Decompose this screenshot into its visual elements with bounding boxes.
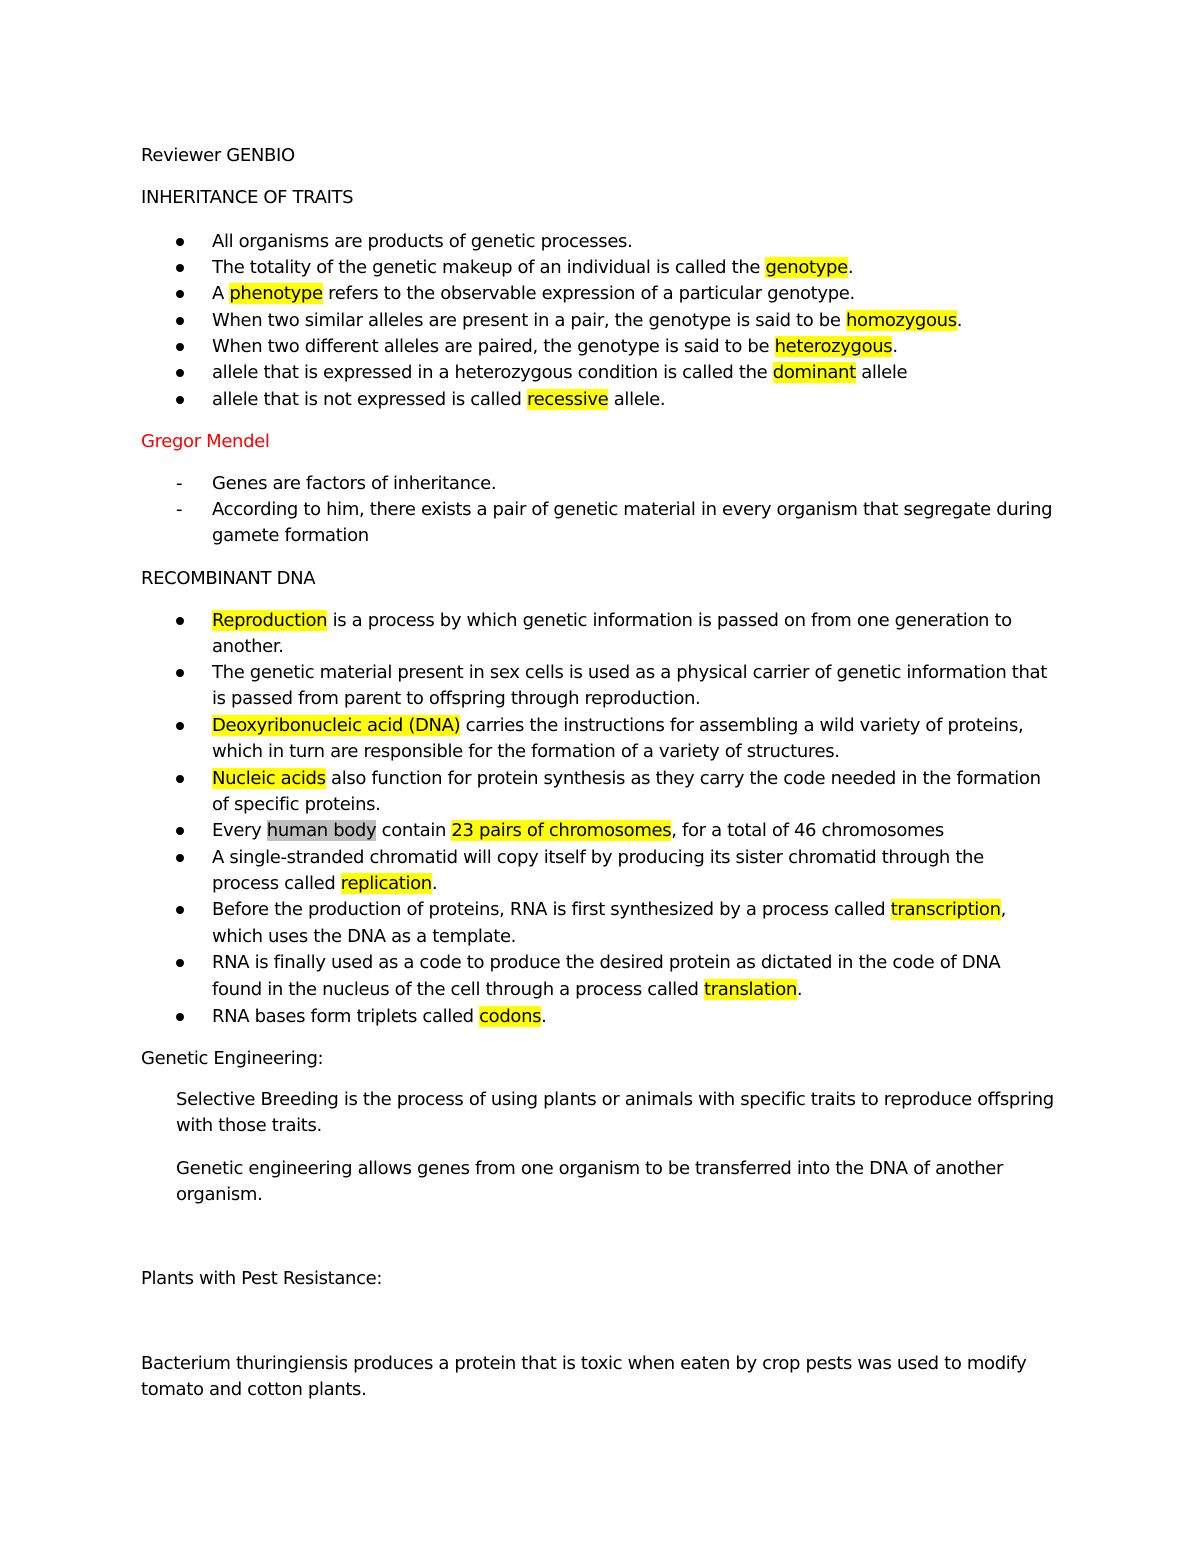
section-heading-pest-resistance: Plants with Pest Resistance: bbox=[141, 1268, 383, 1289]
bullet-icon bbox=[176, 854, 184, 862]
list-item bbox=[212, 608, 1012, 634]
highlighted-term: translation bbox=[703, 979, 797, 1000]
text-run: , bbox=[1000, 899, 1007, 920]
text-run: When two similar alleles are present in a pair, the genotype is said to be bbox=[212, 310, 846, 331]
list-item-continuation: which uses the DNA as a template. bbox=[212, 926, 517, 947]
highlighted-term: phenotype bbox=[229, 283, 323, 304]
text-run: found in the nucleus of the cell through a process called bbox=[212, 979, 704, 1000]
highlighted-term: Nucleic acids bbox=[212, 768, 326, 789]
text-run: carries the instructions for assembling a wild variety of proteins, bbox=[460, 715, 1024, 736]
paragraph: Genetic engineering allows genes from one organism to be transferred into the DNA of another bbox=[176, 1158, 1004, 1179]
paragraph: Selective Breeding is the process of using plants or animals with specific traits to reproduce offspring bbox=[176, 1089, 1054, 1110]
list-item-continuation: of specific proteins. bbox=[212, 794, 381, 815]
bullet-icon bbox=[176, 1013, 184, 1021]
list-item-continuation: gamete formation bbox=[212, 525, 369, 546]
highlighted-term: transcription bbox=[890, 899, 1001, 920]
list-item bbox=[212, 255, 853, 281]
list-item bbox=[212, 360, 907, 386]
bullet-icon bbox=[176, 906, 184, 914]
paragraph-continuation: tomato and cotton plants. bbox=[141, 1379, 367, 1400]
bullet-icon bbox=[176, 669, 184, 677]
section-heading-mendel: Gregor Mendel bbox=[141, 431, 270, 452]
list-item bbox=[212, 281, 855, 307]
text-run: . bbox=[956, 310, 963, 331]
highlighted-term: recessive bbox=[526, 389, 609, 410]
list-item: The genetic material present in sex cells is used as a physical carrier of genetic information that bbox=[212, 662, 1047, 683]
list-item bbox=[212, 387, 665, 413]
section-heading-genetic-engineering: Genetic Engineering: bbox=[141, 1048, 324, 1069]
section-heading-inheritance: INHERITANCE OF TRAITS bbox=[141, 187, 354, 208]
list-item bbox=[212, 897, 1006, 923]
list-item bbox=[212, 308, 962, 334]
text-run: allele that is not expressed is called bbox=[212, 389, 527, 410]
text-run: The totality of the genetic makeup of an individual is called the bbox=[212, 257, 766, 278]
bullet-icon bbox=[176, 959, 184, 967]
text-run: allele that is expressed in a heterozygous condition is called the bbox=[212, 362, 773, 383]
list-item bbox=[212, 766, 1041, 792]
text-run: contain bbox=[376, 820, 452, 841]
bullet-icon bbox=[176, 264, 184, 272]
bullet-icon bbox=[176, 775, 184, 783]
highlighted-term: Deoxyribonucleic acid (DNA) bbox=[212, 715, 461, 736]
text-run: . bbox=[541, 1006, 547, 1027]
list-item-continuation: is passed from parent to offspring through reproduction. bbox=[212, 688, 701, 709]
list-item bbox=[212, 1004, 547, 1030]
text-run: process called bbox=[212, 873, 341, 894]
highlighted-term: 23 pairs of chromosomes bbox=[451, 820, 672, 841]
list-item: RNA is finally used as a code to produce the desired protein as dictated in the code of DNA bbox=[212, 952, 1001, 973]
text-run: , for a total of 46 chromosomes bbox=[671, 820, 944, 841]
section-heading-recombinant: RECOMBINANT DNA bbox=[141, 568, 316, 589]
list-item-continuation bbox=[212, 871, 437, 897]
highlighted-term: homozygous bbox=[845, 310, 957, 331]
bullet-icon bbox=[176, 343, 184, 351]
text-run: also function for protein synthesis as they carry the code needed in the formation bbox=[325, 768, 1041, 789]
text-run: . bbox=[847, 257, 854, 278]
list-item bbox=[212, 818, 944, 844]
bullet-icon bbox=[176, 369, 184, 377]
gray-highlighted-term: human body bbox=[266, 820, 377, 841]
text-run: . bbox=[892, 336, 898, 357]
highlighted-term: genotype bbox=[765, 257, 848, 278]
text-run: allele. bbox=[608, 389, 666, 410]
highlighted-term: codons bbox=[479, 1006, 542, 1027]
text-run: allele bbox=[855, 362, 908, 383]
highlighted-term: dominant bbox=[772, 362, 856, 383]
text-run: Every bbox=[212, 820, 267, 841]
text-run: refers to the observable expression of a particular genotype. bbox=[322, 283, 855, 304]
dash-marker: - bbox=[176, 499, 183, 520]
text-run: is a process by which genetic information is passed on from one generation to bbox=[327, 610, 1012, 631]
paragraph-continuation: with those traits. bbox=[176, 1115, 322, 1136]
bullet-icon bbox=[176, 722, 184, 730]
list-item: According to him, there exists a pair of genetic material in every organism that segregate during bbox=[212, 499, 1053, 520]
text-run: . bbox=[431, 873, 438, 894]
text-run: RNA bases form triplets called bbox=[212, 1006, 480, 1027]
text-run: When two different alleles are paired, the genotype is said to be bbox=[212, 336, 775, 357]
highlighted-term: replication bbox=[340, 873, 432, 894]
bullet-icon bbox=[176, 827, 184, 835]
document-title: Reviewer GENBIO bbox=[141, 145, 295, 166]
paragraph: Bacterium thuringiensis produces a protein that is toxic when eaten by crop pests was used to modify bbox=[141, 1353, 1027, 1374]
list-item bbox=[212, 334, 898, 360]
bullet-icon bbox=[176, 396, 184, 404]
bullet-icon bbox=[176, 317, 184, 325]
text-run: Before the production of proteins, RNA is first synthesized by a process called bbox=[212, 899, 891, 920]
list-item-continuation: which in turn are responsible for the formation of a variety of structures. bbox=[212, 741, 840, 762]
list-item bbox=[212, 713, 1023, 739]
list-item: All organisms are products of genetic processes. bbox=[212, 231, 633, 252]
list-item-continuation bbox=[212, 977, 802, 1003]
list-item: A single-stranded chromatid will copy itself by producing its sister chromatid through the bbox=[212, 847, 984, 868]
list-item-continuation: another. bbox=[212, 636, 284, 657]
bullet-icon bbox=[176, 617, 184, 625]
paragraph-continuation: organism. bbox=[176, 1184, 263, 1205]
highlighted-term: Reproduction bbox=[212, 610, 328, 631]
highlighted-term: heterozygous bbox=[774, 336, 893, 357]
bullet-icon bbox=[176, 238, 184, 246]
bullet-icon bbox=[176, 290, 184, 298]
text-run: A bbox=[212, 283, 230, 304]
text-run: . bbox=[796, 979, 803, 1000]
dash-marker: - bbox=[176, 473, 183, 494]
list-item: Genes are factors of inheritance. bbox=[212, 473, 497, 494]
